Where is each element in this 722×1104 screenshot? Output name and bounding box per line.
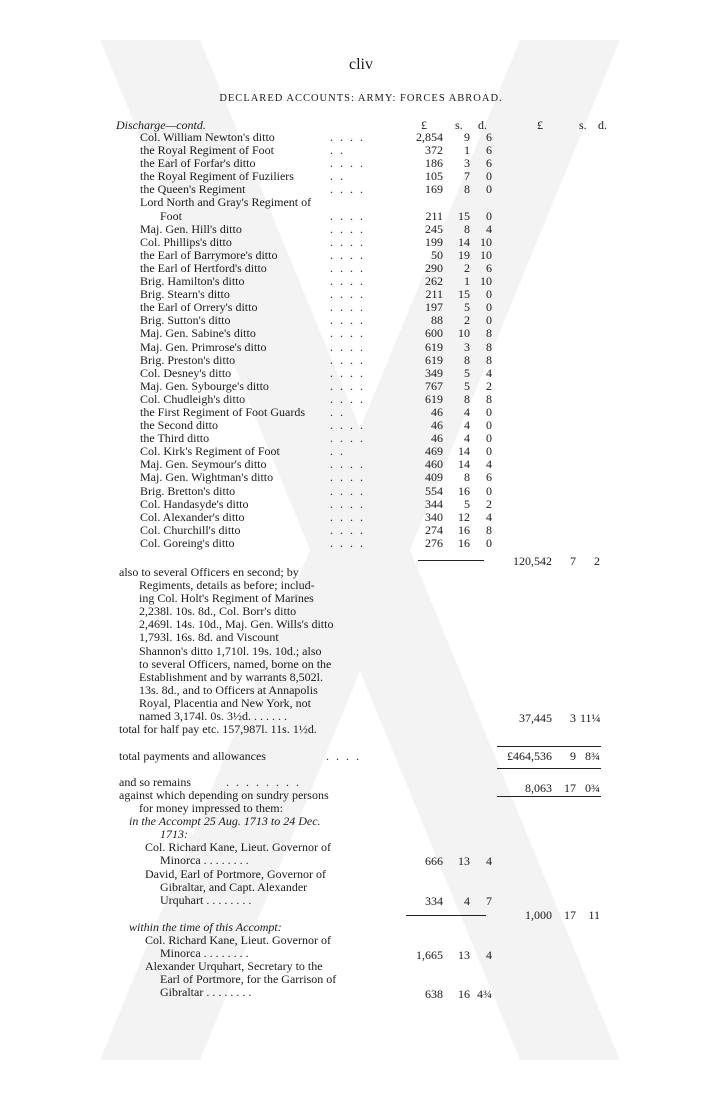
regiment-row-pounds: 46 [431,431,443,446]
regiment-row-shillings: 14 [458,457,470,472]
regiment-row-label: the Earl of Forfar's ditto [140,156,256,171]
regiment-row-dots: . . . . [330,535,365,550]
regiment-row [0,524,722,537]
regiment-row-shillings: 7 [464,169,470,184]
accompt-total-row [0,909,722,923]
regiment-row-shillings: 4 [464,404,470,419]
officers-paragraph-line: ing Col. Holt's Regiment of Marines [139,591,314,606]
within-item-1-line-1: Col. Richard Kane, Lieut. Governor of [145,933,331,947]
regiment-row-pence: 0 [486,313,492,328]
regiment-row-label: Maj. Gen. Hill's ditto [140,221,242,236]
regiment-row-label: Col. Handasyde's ditto [140,496,249,511]
regiment-row-pounds: 169 [425,182,443,197]
against-line-1: against which depending on sundry persons [119,788,329,802]
regiment-row-pounds: 262 [425,274,443,289]
regiment-row [0,354,722,367]
total-payments-rule-bottom [497,768,601,769]
regiment-row-pounds: 105 [425,169,443,184]
regiment-row-dots: . . . . [330,339,365,354]
regiment-row-pounds: 245 [425,221,443,236]
regiment-row [0,131,722,144]
regiment-row-label: Brig. Hamilton's ditto [140,274,245,289]
total-payments-pounds: £464,536 [507,749,552,763]
officers-total-shillings: 3 [570,711,576,725]
regiment-row-dots: . . . . [330,300,365,315]
regiment-row-pounds: 469 [425,444,443,459]
regiment-row [0,249,722,262]
regiment-row-label: the Second ditto [140,418,218,433]
accompt-item-1-pounds: 666 [425,854,443,868]
regiment-row [0,367,722,380]
regiment-row-pence: 4 [486,365,492,380]
against-line-2: for money impressed to them: [139,801,283,815]
officers-total-pence: 11¼ [580,711,601,725]
regiment-row-pence: 0 [486,444,492,459]
remains-rule [497,796,601,797]
running-head: DECLARED ACCOUNTS: ARMY: FORCES ABROAD. [219,93,503,104]
accompt-item-2-shillings: 4 [464,894,470,908]
regiment-row-dots: . . . . [330,247,365,262]
regiment-row-dots: . . . . [330,326,365,341]
accompt-item-1-amount [0,855,722,869]
regiment-row-pence: 0 [486,287,492,302]
accompt-item-2-pence: 7 [486,894,492,908]
regiment-row-pence: 6 [486,260,492,275]
regiment-row-label: the Royal Regiment of Fuziliers [140,169,294,184]
regiment-row-pence: 6 [486,156,492,171]
regiment-row-shillings: 10 [458,326,470,341]
regiment-row-pounds: 211 [425,208,443,223]
regiment-row [0,432,722,445]
regiment-row-pounds: 186 [425,156,443,171]
officers-paragraph-line: 2,469l. 14s. 10d., Maj. Gen. Wills's ditto [139,617,334,632]
regiment-row-pence: 10 [480,234,492,249]
regiment-row-pounds: 88 [431,313,443,328]
regiment-row-dots: . . . . [330,431,365,446]
page-number: cliv [349,56,373,73]
regiment-row-label: Brig. Stearn's ditto [140,287,230,302]
regiment-row-dots: . . . . [330,260,365,275]
regiment-row-dots: . . . . [330,352,365,367]
regiment-row-dots: . . . . [330,208,365,223]
regiment-row [0,380,722,393]
pence-header-2: d. [598,118,607,132]
regiment-row-shillings: 2 [464,260,470,275]
regiment-row-pounds: 554 [425,483,443,498]
regiment-row-pounds: 344 [425,496,443,511]
accompt-item-1-line-2: Minorca . . . . . . . . [160,853,249,867]
regiment-row-pounds: 50 [431,247,443,262]
regiment-row-pounds: 767 [425,378,443,393]
regiment-row-label: the Queen's Regiment [140,182,246,197]
subtotal-pounds: 120,542 [513,554,552,568]
officers-paragraph-line: also to several Officers en second; by [119,565,299,579]
regiment-row-shillings: 15 [458,287,470,302]
regiment-row-pounds: 274 [425,522,443,537]
regiment-row [0,196,722,209]
within-item-1-pounds: 1,665 [416,948,443,962]
regiment-row-label: the Earl of Hertford's ditto [140,260,267,275]
regiment-row-pence: 4 [486,457,492,472]
accompt-item-1-pence: 4 [486,854,492,868]
regiment-row-pence: 0 [486,300,492,315]
regiment-row-dots: . . . . [330,496,365,511]
regiment-row-shillings: 1 [464,274,470,289]
regiment-row-dots: . . . . [330,509,365,524]
remains-label: and so remains [119,775,191,789]
regiment-row [0,236,722,249]
regiment-row [0,223,722,236]
regiment-row-shillings: 3 [464,156,470,171]
regiment-row-shillings: 8 [464,391,470,406]
regiment-row-label: Col. Chudleigh's ditto [140,391,246,406]
regiment-row-pounds: 409 [425,470,443,485]
regiment-row-label: the First Regiment of Foot Guards [140,404,305,419]
regiment-row-label: Maj. Gen. Sabine's ditto [140,326,256,341]
regiment-row-shillings: 5 [464,365,470,380]
shillings-header-2: s. [579,118,587,132]
regiment-row-dots: . . [330,143,345,158]
regiment-row-shillings: 5 [464,300,470,315]
regiment-row-label: Brig. Sutton's ditto [140,313,231,328]
regiment-row-dots: . . . . [330,378,365,393]
regiment-row-label: Lord North and Gray's Regiment of [140,195,312,210]
officers-total-row [0,709,722,726]
pounds-header-2: £ [537,118,543,132]
officers-paragraph-line: to several Officers, named, borne on the [139,656,332,671]
total-payments-dots: . . . . [326,749,361,763]
regiment-row-pence: 2 [486,496,492,511]
regiment-row-label: Col. Desney's ditto [140,365,232,380]
accompt-item-2-pounds: 334 [425,894,443,908]
regiment-row-label: Maj. Gen. Sybourge's ditto [140,378,269,393]
regiment-row-label: Maj. Gen. Wightman's ditto [140,470,274,485]
regiment-row-pounds: 276 [425,535,443,550]
regiment-row-pence: 0 [486,208,492,223]
regiment-row [0,393,722,406]
regiment-row [0,183,722,196]
regiment-row-label: Col. William Newton's ditto [140,130,275,144]
within-item-1-pence: 4 [486,948,492,962]
regiment-row-pounds: 600 [425,326,443,341]
remains-shillings: 17 [564,781,576,795]
regiment-row-label: the Earl of Orrery's ditto [140,300,258,315]
within-item-2-pounds: 638 [425,987,443,1001]
section-label: Discharge—contd. [116,118,206,132]
regiment-row-dots: . . . . [330,130,365,144]
accompt-heading-1: in the Accompt 25 Aug. 1713 to 24 Dec. [129,814,321,828]
regiment-row-pounds: 290 [425,260,443,275]
accompt-heading-2: 1713: [160,827,188,841]
regiment-row-pounds: 199 [425,234,443,249]
regiment-row-shillings: 5 [464,496,470,511]
officers-paragraph-line: Regiments, details as before; includ- [139,578,315,593]
remains-pence: 0¾ [585,781,600,795]
within-item-1-shillings: 13 [458,948,470,962]
officers-paragraph-line: 1,793l. 16s. 8d. and Viscount [139,630,279,645]
regiment-row-pence: 10 [480,274,492,289]
regiment-row-label: Foot [160,208,183,223]
regiment-row-pounds: 460 [425,457,443,472]
regiment-row-label: the Royal Regiment of Foot [140,143,274,158]
officers-paragraph-line: Establishment and by warrants 8,502l. [139,669,323,684]
officers-total-pounds: 37,445 [519,711,552,725]
regiment-row-shillings: 4 [464,418,470,433]
regiment-row-dots: . . . . [330,365,365,380]
regiment-row-label: Maj. Gen. Primrose's ditto [140,339,267,354]
regiment-row-shillings: 16 [458,535,470,550]
regiment-row-pence: 6 [486,470,492,485]
accompt-item-2-line-1: David, Earl of Portmore, Governor of [145,867,326,881]
within-heading: within the time of this Accompt: [129,920,282,934]
officers-paragraph-line: Shannon's ditto 1,710l. 19s. 10d.; also [139,643,322,658]
regiment-row-pence: 6 [486,143,492,158]
regiment-row-shillings: 9 [464,130,470,144]
within-item-2-line-3: Gibraltar . . . . . . . . [160,985,252,999]
regiment-row-pence: 0 [486,483,492,498]
regiment-row-pounds: 619 [425,339,443,354]
regiment-row [0,341,722,354]
regiment-row-pounds: 619 [425,352,443,367]
total-payments-label: total payments and allowances [119,749,266,763]
regiment-row-dots: . . [330,169,345,184]
regiment-row-dots: . . . . [330,182,365,197]
regiment-row-pence: 2 [486,378,492,393]
accompt-total-pence: 11 [588,908,600,922]
regiment-row-label: Brig. Preston's ditto [140,352,236,367]
regiment-row-pence: 8 [486,326,492,341]
regiment-row-dots: . . . . [330,470,365,485]
regiment-row [0,210,722,223]
regiment-row-label: Brig. Bretton's ditto [140,483,236,498]
regiment-row-shillings: 4 [464,431,470,446]
regiment-row [0,157,722,170]
regiment-row-pence: 8 [486,339,492,354]
regiment-row-shillings: 8 [464,470,470,485]
regiment-row-dots: . . . . [330,457,365,472]
within-item-1-line-2: Minorca . . . . . . . . [160,946,249,960]
regiment-row-dots: . . [330,444,345,459]
accompt-item-2-line-2: Gibraltar, and Capt. Alexander [160,880,308,894]
regiment-row [0,498,722,511]
regiment-row-shillings: 19 [458,247,470,262]
regiment-row-shillings: 1 [464,143,470,158]
total-payments-pence: 8¾ [585,749,600,763]
regiment-row-pence: 4 [486,509,492,524]
accompt-item-1-shillings: 13 [458,854,470,868]
regiment-row-label: Col. Kirk's Regiment of Foot [140,444,280,459]
regiment-row-dots: . . . . [330,234,365,249]
within-item-2-line-1: Alexander Urquhart, Secretary to the [145,959,323,973]
regiment-row-pence: 6 [486,130,492,144]
subtotal-shillings: 7 [570,554,576,568]
pence-header: d. [478,118,487,132]
regiment-row [0,511,722,524]
officers-paragraph-line: 13s. 8d., and to Officers at Annapolis [139,682,318,697]
officers-paragraph-line: named 3,174l. 0s. 3½d. . . . . . . [139,709,287,724]
regiment-row-pounds: 46 [431,418,443,433]
within-item-2-shillings: 16 [458,987,470,1001]
regiment-row-pounds: 349 [425,365,443,380]
regiment-row-shillings: 14 [458,234,470,249]
regiment-row [0,537,722,550]
regiment-row-pence: 0 [486,404,492,419]
regiment-row-shillings: 8 [464,221,470,236]
regiment-row-shillings: 14 [458,444,470,459]
regiment-row-pounds: 197 [425,300,443,315]
regiment-row-dots: . . . . [330,391,365,406]
regiment-row-label: Col. Phillips's ditto [140,234,232,249]
regiment-row-label: the Third ditto [140,431,210,446]
regiment-row-dots: . . . . [330,287,365,302]
regiment-row-pence: 8 [486,522,492,537]
regiment-row-dots: . . . . [330,156,365,171]
regiment-row-dots: . . [330,404,345,419]
regiment-row-label: the Earl of Barrymore's ditto [140,247,278,262]
regiment-row-pence: 4 [486,221,492,236]
regiment-row-shillings: 8 [464,352,470,367]
regiment-row-dots: . . . . [330,522,365,537]
regiment-row-shillings: 5 [464,378,470,393]
regiment-row-label: Col. Alexander's ditto [140,509,245,524]
regiment-row-pence: 0 [486,169,492,184]
officers-paragraph-line: Royal, Placentia and New York, not [139,695,311,710]
regiment-row-shillings: 16 [458,483,470,498]
regiment-row-dots: . . . . [330,313,365,328]
regiment-row-shillings: 16 [458,522,470,537]
regiment-row [0,327,722,340]
accompt-item-2-amount [0,895,722,909]
regiment-row-dots: . . . . [330,274,365,289]
regiment-row-pence: 0 [486,431,492,446]
accompt-total-shillings: 17 [564,908,576,922]
within-item-2-amount [0,985,722,1002]
regiment-row-label: Col. Churchill's ditto [140,522,241,537]
accompt-total-pounds: 1,000 [525,908,552,922]
regiment-row-dots: . . . . [330,483,365,498]
regiment-row-pounds: 211 [425,287,443,302]
accompt-item-1-line-1: Col. Richard Kane, Lieut. Governor of [145,840,331,854]
officers-paragraph-line: 2,238l. 10s. 8d., Col. Borr's ditto [139,604,297,619]
within-item-2-pence: 4¾ [477,987,492,1001]
regiment-row-pence: 0 [486,418,492,433]
regiment-row-pence: 0 [486,535,492,550]
regiment-row-shillings: 15 [458,208,470,223]
regiment-row-pounds: 340 [425,509,443,524]
regiment-table [0,131,722,550]
accompt-item-2-line-3: Urquhart . . . . . . . . [160,893,252,907]
regiment-row-pence: 10 [480,247,492,262]
pounds-header: £ [421,118,427,132]
regiment-row-label: Col. Goreing's ditto [140,535,235,550]
half-pay-line: total for half pay etc. 157,987l. 11s. 1½d. [119,722,317,736]
regiment-row-pence: 8 [486,391,492,406]
regiment-row-pounds: 46 [431,404,443,419]
regiment-row [0,485,722,498]
subtotal-pence: 2 [594,554,600,568]
total-payments-shillings: 9 [570,749,576,763]
total-payments-rule-top [497,746,601,747]
remains-pounds: 8,063 [525,781,552,795]
shillings-header: s. [455,118,463,132]
total-payments-row [0,750,722,764]
regiment-row-pounds: 619 [425,391,443,406]
regiment-row-pounds: 372 [425,143,443,158]
regiment-row-label: Maj. Gen. Seymour's ditto [140,457,267,472]
officers-en-second-paragraph [119,566,384,723]
within-item-1-amount [0,946,722,963]
regiment-row-dots: . . . . [330,418,365,433]
remains-dots: . . . . . . . . [226,775,301,789]
regiment-row-pence: 8 [486,352,492,367]
regiment-row-shillings: 2 [464,313,470,328]
regiment-row [0,471,722,484]
regiment-row-dots: . . . . [330,221,365,236]
regiment-row-shillings: 3 [464,339,470,354]
regiment-row-pence: 0 [486,182,492,197]
regiment-row-pounds: 2,854 [416,130,443,144]
regiment-row-shillings: 12 [458,509,470,524]
regiment-row-shillings: 8 [464,182,470,197]
within-item-2-line-2: Earl of Portmore, for the Garrison of [160,972,337,986]
